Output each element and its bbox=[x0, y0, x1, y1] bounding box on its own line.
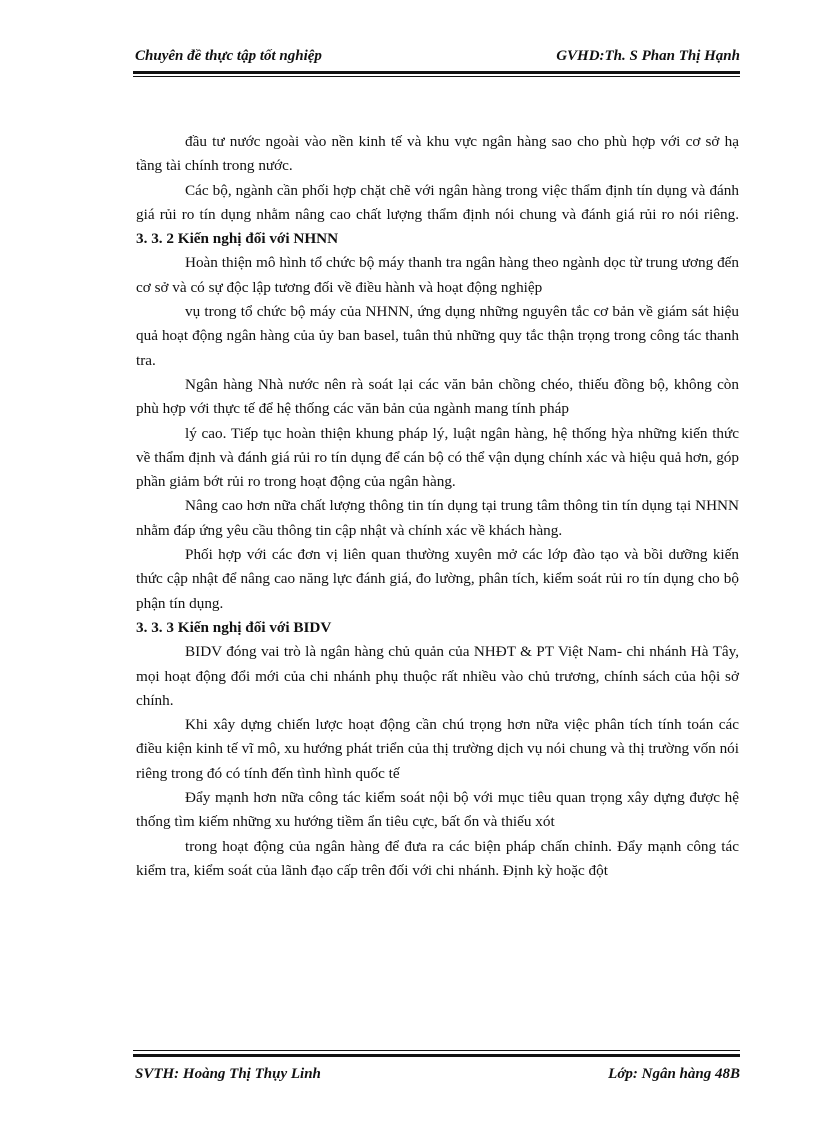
footer-student: SVTH: Hoàng Thị Thụy Linh bbox=[135, 1066, 321, 1082]
footer-rule-thin bbox=[133, 1050, 740, 1051]
footer-rule-thick bbox=[133, 1054, 740, 1057]
paragraph: đầu tư nước ngoài vào nền kinh tế và khu vực ngân hàng sao cho phù hợp với cơ sở hạ tầng tài chính trong nước. bbox=[136, 133, 739, 175]
document-body bbox=[136, 130, 739, 883]
header-rule-thick bbox=[133, 71, 740, 74]
paragraph: Các bộ, ngành cần phối hợp chặt chẽ với ngân hàng trong việc thẩm định tín dụng và đánh giá rủi ro tín dụng nhằm nâng cao chất lượng thẩm định nói chung và đánh giá rủi ro nói riêng. bbox=[136, 181, 739, 223]
header-title: Chuyên đề thực tập tốt nghiệp bbox=[135, 48, 322, 64]
paragraph: Phối hợp với các đơn vị liên quan thường xuyên mở các lớp đào tạo và bồi dưỡng kiến thức cập nhật để nâng cao năng lực đánh giá, đo lường, phân tích, kiểm soát rủi ro tín dụng cho bộ phận tín dụng. bbox=[136, 546, 739, 612]
page-footer bbox=[135, 1066, 740, 1088]
paragraph: vụ trong tổ chức bộ máy của NHNN, ứng dụng những nguyên tắc cơ bản về giám sát hiệu quả hoạt động ngân hàng của ủy ban basel, tuân thủ những quy tắc thận trọng trong công tác thanh tra. bbox=[136, 303, 739, 369]
page-header bbox=[135, 48, 740, 70]
paragraph: lý cao. Tiếp tục hoàn thiện khung pháp lý, luật ngân hàng, hệ thống hỳa những kiến thức về thẩm định và đánh giá rủi ro tín dụng để cán bộ có thể vận dụng chính xác và hiệu quả hơn, góp phần giảm bớt rủi ro trong hoạt động của ngân hàng. bbox=[136, 424, 739, 491]
paragraph: trong hoạt động của ngân hàng để đưa ra các biện pháp chấn chỉnh. Đẩy mạnh công tác kiểm tra, kiểm soát của lãnh đạo cấp trên đối với chi nhánh. Định kỳ hoặc đột bbox=[136, 837, 739, 879]
paragraph: BIDV đóng vai trò là ngân hàng chủ quản của NHĐT & PT Việt Nam- chi nhánh Hà Tây, mọi hoạt động đổi mới của chi nhánh phụ thuộc rất nhiều vào chủ trương, chính sách của hội sở chính. bbox=[136, 643, 739, 709]
paragraph: Đẩy mạnh hơn nữa công tác kiểm soát nội bộ với mục tiêu quan trọng xây dựng được hệ thống tìm kiếm những xu hướng tiềm ẩn tiêu cực, bất ổn và thiếu xót bbox=[136, 789, 739, 831]
header-rule-thin bbox=[133, 76, 740, 77]
paragraph: Khi xây dựng chiến lược hoạt động cần chú trọng hơn nữa việc phân tích tính toán các điều kiện kinh tế vĩ mô, xu hướng phát triển của thị trường dịch vụ nói chung và thị trường vốn nói riêng trong đó có tính đến tình hình quốc tế bbox=[136, 716, 739, 782]
paragraph: Hoàn thiện mô hình tổ chức bộ máy thanh tra ngân hàng theo ngành dọc từ trung ương đến cơ sở và có sự độc lập tương đối về điều hành và hoạt động nghiệp bbox=[136, 254, 739, 296]
paragraph: Ngân hàng Nhà nước nên rà soát lại các văn bản chồng chéo, thiếu đồng bộ, không còn phù hợp với thực tế để hệ thống các văn bản của ngành mang tính pháp bbox=[136, 375, 739, 418]
section-heading-bidv: 3. 3. 3 Kiến nghị đối với BIDV bbox=[136, 618, 332, 636]
header-supervisor: GVHD:Th. S Phan Thị Hạnh bbox=[556, 48, 740, 64]
paragraph: Nâng cao hơn nữa chất lượng thông tin tín dụng tại trung tâm thông tin tín dụng tại NHNN nhằm đáp ứng yêu cầu thông tin cập nhật và chính xác về khách hàng. bbox=[136, 497, 739, 539]
section-heading-nhnn: 3. 3. 2 Kiến nghị đối với NHNN bbox=[136, 230, 339, 248]
footer-class: Lớp: Ngân hàng 48B bbox=[608, 1066, 740, 1082]
